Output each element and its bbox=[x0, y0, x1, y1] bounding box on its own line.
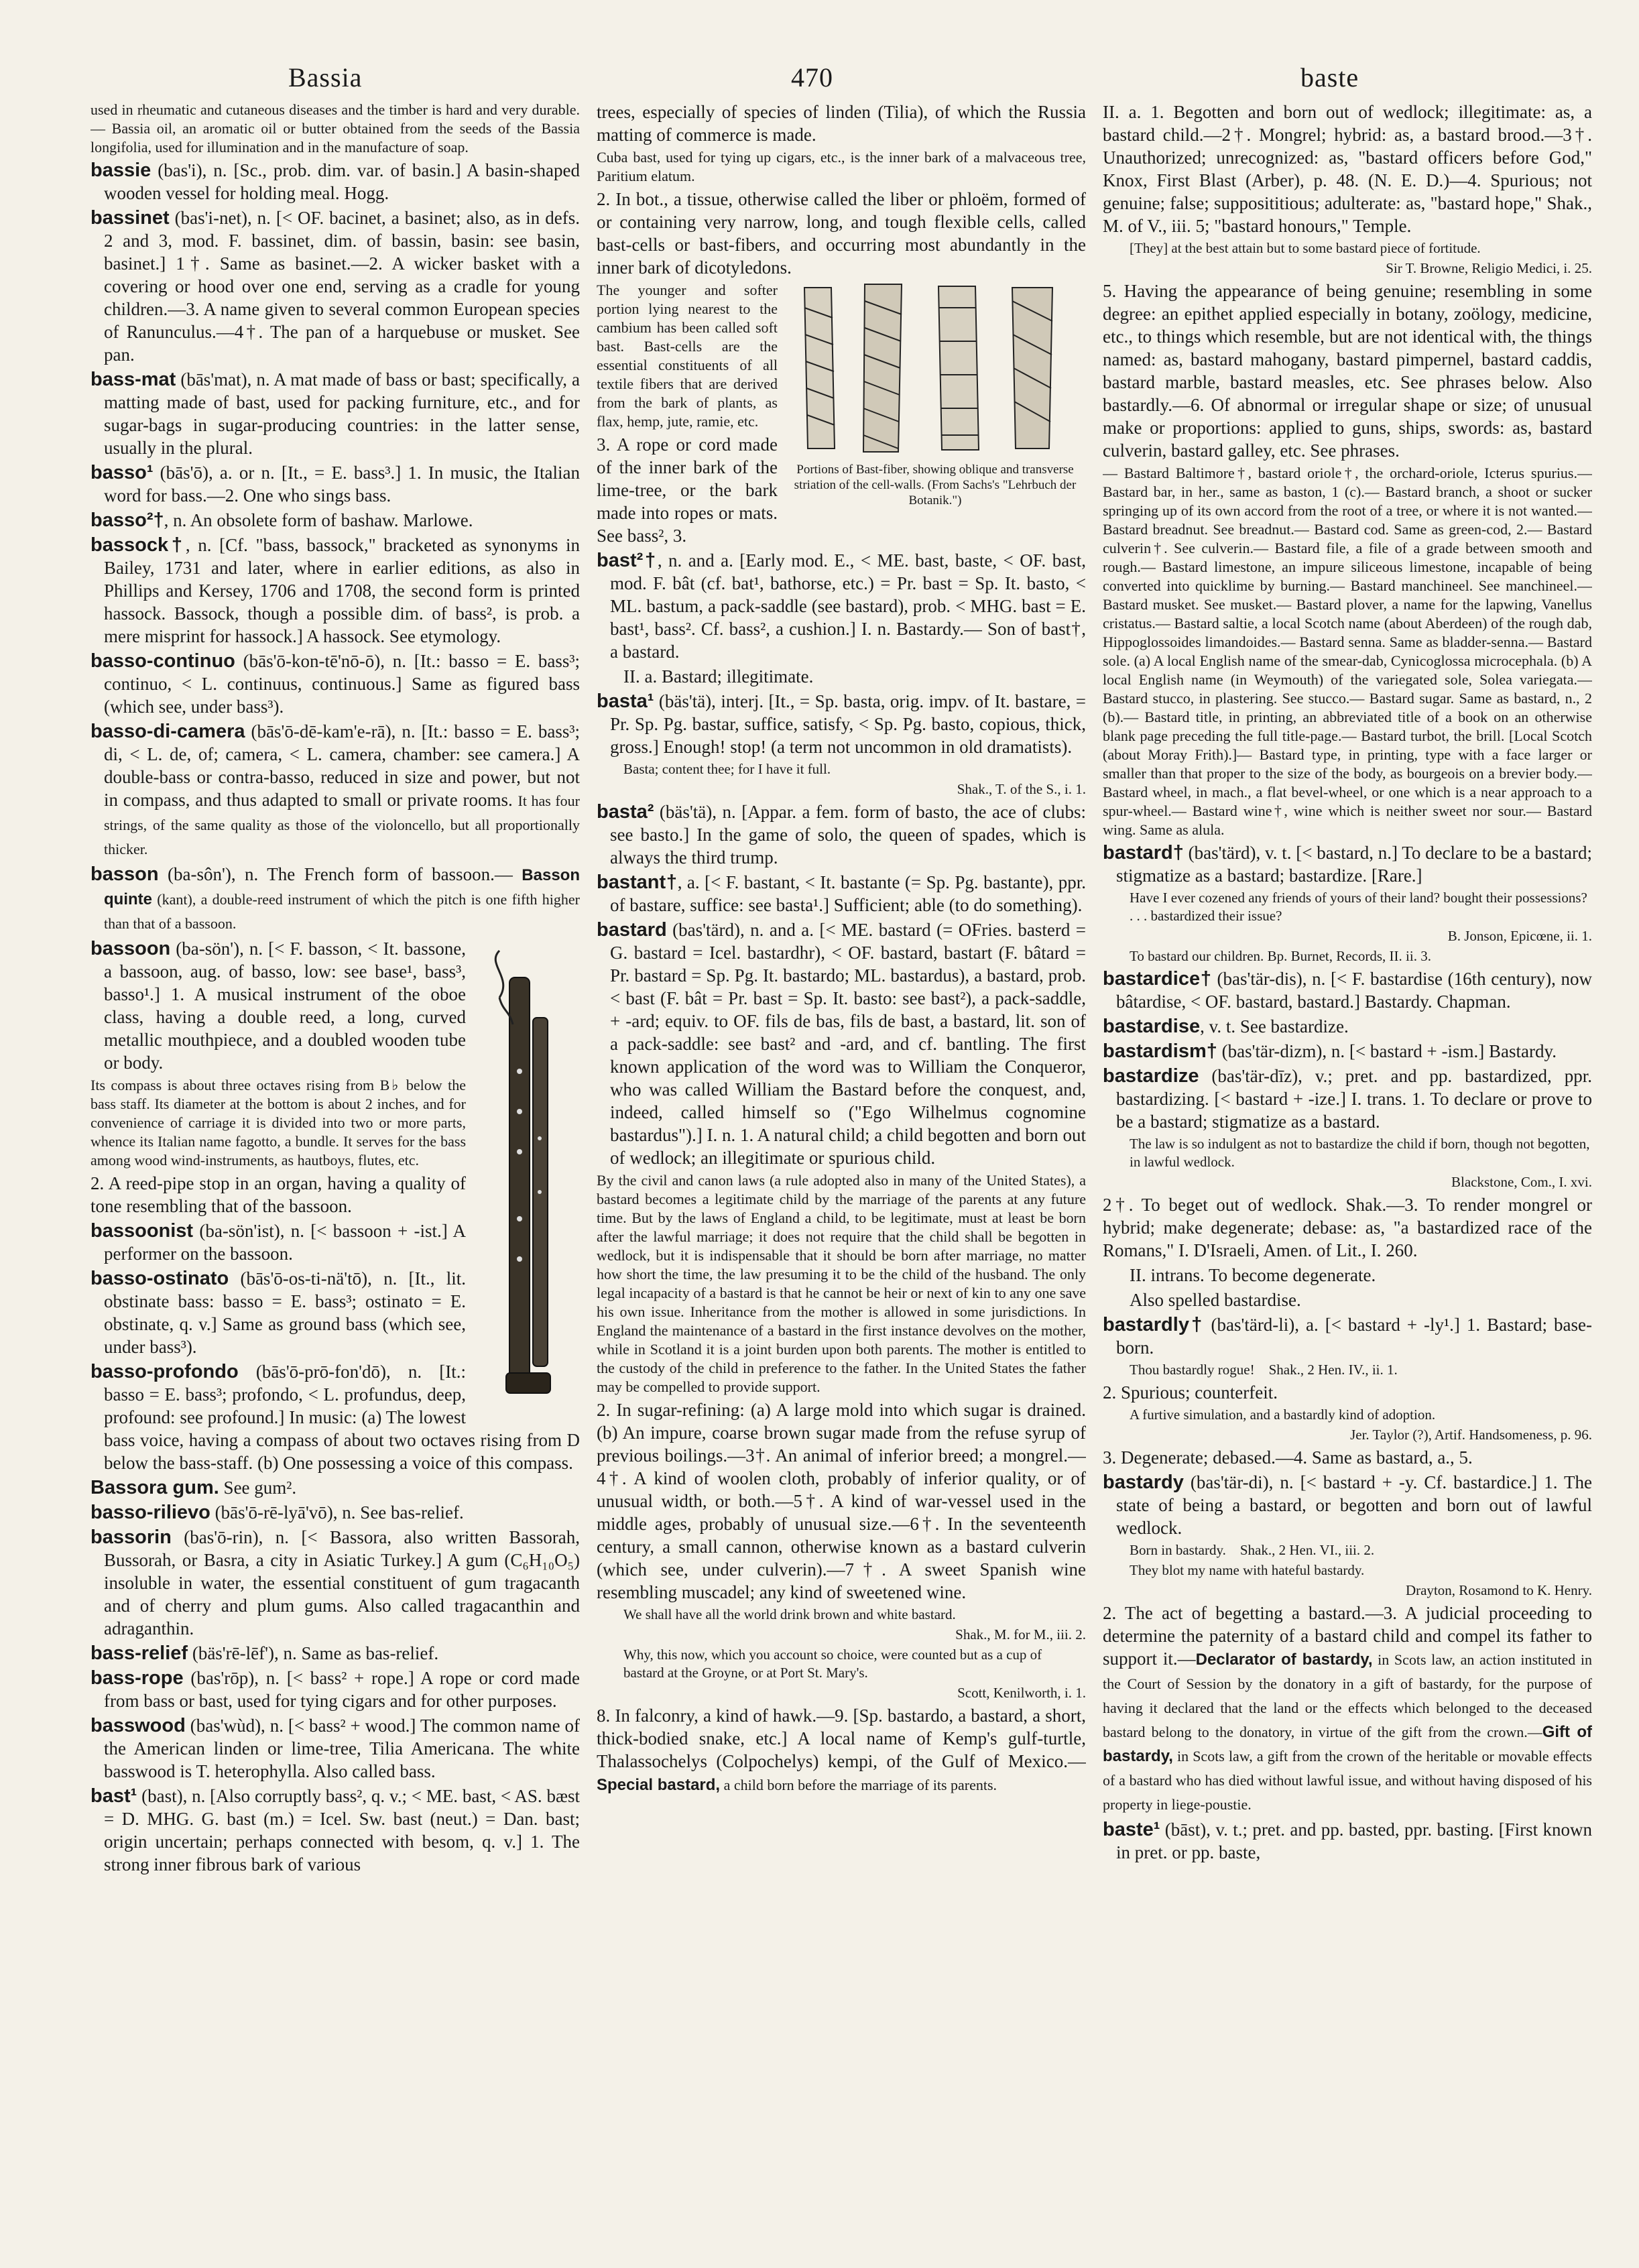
entry-basso1 bbox=[90, 461, 580, 507]
entry-basson bbox=[90, 863, 580, 935]
entry-bass-rope bbox=[90, 1667, 580, 1712]
definition-sense bbox=[1103, 1602, 1592, 1816]
entry-bastardly bbox=[1103, 1313, 1592, 1359]
entry-bass-relief bbox=[90, 1642, 580, 1665]
quotation-text: To bastard our children. bbox=[1130, 948, 1264, 964]
headword: Bassora gum. bbox=[90, 1477, 219, 1498]
definition-sense: trees, especially of species of linden (Tilia), of which the Russia matting of commerce is made. bbox=[597, 102, 1086, 145]
quotation: We shall have all the world drink brown and white bastard. bbox=[623, 1606, 956, 1622]
bassoon-drawing bbox=[473, 937, 580, 1420]
definition: , v. t. See bastardize. bbox=[1200, 1016, 1349, 1036]
quotation: Basta; content thee; for I have it full. bbox=[623, 761, 831, 777]
quotation-source: Bp. Burnet, Records, II. ii. 3. bbox=[1267, 948, 1431, 964]
definition: (ba-sôn'), n. The French form of bassoon.— bbox=[158, 864, 513, 884]
phrases-list: — Bastard Baltimore†, bastard oriole†, the orchard-oriole, Icterus spurius.— Bastard bar, in her., same as baston, 1 (c).— Bastard branch, a shoot or sucker springing up of its own accord from the root of a tree, or where it is not wanted.— Bastard breadnut. See breadnut.— Bastard cod. Same as green-cod, 2.— Bastard culverin†. See culverin.— Bastard file, a file of a grade between smooth and rough.— Bastard limestone, an impure siliceous limestone, incapable of being converted into quicklime by burning.— Bastard manchineel. See manchineel.— Bastard musket. See musket.— Bastard plover, a name for the lapwing, Vanellus cristatus.— Bastard saltie, a local Scotch name (about Aberdeen) of the rough dab, Hippoglossoides limandoides.— Bastard senna. Same as bladder-senna.— Bastard sole. (a) A local English name of the smear-dab, Cynicoglossa microcephala. (b) A local English name (in Weymouth) of the variegated sole, Solea variegata.— Bastard stucco, in plastering. See stucco.— Bastard sugar. Same as bastard, n., 2 (b).— Bastard title, in printing, an abbreviated title of a book on an otherwise blank page preceding the full title-page.— Bastard turbot, the brill. [Local Scotch (about Moray Frith).]— Bastard type, in printing, type with a face larger or smaller than that proper to the size of the body, as bourgeois on a brevier body.— Bastard wheel, in mach., a flat bevel-wheel, or one which is a near approach to a spur-wheel.— Bastard wine†, wine which is neither sweet nor sour.— Bastard wing. Same as alula. bbox=[1103, 465, 1592, 838]
headword: bassoonist bbox=[90, 1220, 194, 1242]
quotation-source: Shak., T. of the S., i. 1. bbox=[957, 781, 1086, 797]
subentry-headword: Declarator of bastardy, bbox=[1195, 1651, 1373, 1669]
headword: basswood bbox=[90, 1715, 186, 1736]
entry-bastardize bbox=[1103, 1065, 1592, 1133]
entry-baste1 bbox=[1103, 1818, 1592, 1864]
quotation bbox=[1103, 1541, 1592, 1559]
headword: bastardice† bbox=[1103, 968, 1212, 990]
entry-bastardism bbox=[1103, 1040, 1592, 1063]
definition-sense: 2. In sugar-refining: (a) A large mold into which sugar is drained. (b) An impure, coarse brown sugar made from the refuse syrup of previous boilings.—3†. An animal of inferior breed; a mongrel.—4†. A kind of woolen cloth, probably of inferior quality, or of unusual width, or both.—5†. A kind of war-vessel used in the middle ages, probably of unusual size.—6†. In the seventeenth century, a small cannon, otherwise known as a bastard culverin (which see, under culverin).—7†. A sweet Spanish wine resembling muscadel; any kind of sweetened wine. bbox=[597, 1400, 1086, 1602]
page-number: 470 bbox=[791, 62, 833, 93]
quotation: [They] at the best attain but to some bastard piece of fortitude. bbox=[1130, 240, 1481, 256]
definition: (bas'wùd), n. [< bass² + wood.] The common name of the American linden or lime-tree, Tilia Americana. The white basswood is T. heterophylla. Also called bass. bbox=[104, 1716, 580, 1781]
definition: , n. [Cf. "bass, bassock," bracketed as synonyms in Bailey, 1731 and later, where in earlier editions, as also in Phillips and Kersey, 1706 and 1708, the second form is printed hassock. Bassock, though a possible dim. of bass², is prob. a mere misprint for hassock.] A hassock. See etymology. bbox=[104, 535, 580, 646]
figure-caption: Portions of Bast-fiber, showing oblique and transverse striation of the cell-walls. (From Sachs's "Lehrbuch der Botanik.") bbox=[794, 463, 1077, 508]
definition: (bāst), v. t.; pret. and pp. basted, ppr. basting. [First known in pret. or pp. baste, bbox=[1116, 1819, 1592, 1862]
quotation: They blot my name with hateful bastardy. bbox=[1130, 1562, 1365, 1578]
definition: (bas'tärd), v. t. [< bastard, n.] To declare to be a bastard; stigmatize as a bastard; bastardize. [Rare.] bbox=[1116, 843, 1592, 886]
subentry-definition: in Scots law, an action instituted in the Court of Session by the donatory in a gift of bastardy, for the purpose of having it declared that the land or the effects which belonged to the deceased bastard belong to the donatory, in virtue of the gift from the crown.— bbox=[1103, 1651, 1592, 1740]
definition: (bās'ō-rē-lyā'vō), n. See bas-relief. bbox=[210, 1502, 464, 1523]
entry-bast2 bbox=[597, 549, 1086, 663]
definition-sense: 2. A reed-pipe stop in an organ, having a quality of tone resembling that of the bassoon. bbox=[90, 1173, 466, 1216]
definition: (bäs'tä), n. [Appar. a fem. form of basto, the ace of clubs: see basto.] In the game of solo, the queen of spades, which is always the third trump. bbox=[610, 802, 1086, 868]
definition: (bas'i-net), n. [< OF. bacinet, a basinet; also, as in defs. 2 and 3, mod. F. bassinet, dim. of bassin, basin: see basin, basinet.] 1†. Same as basinet.—2. A wicker basket with a covering or hood over one end, serving as a cradle for young children.—3. A name given to several common European species of Ranunculus.—4†. The pan of a harquebuse or musket. See pan. bbox=[104, 208, 580, 365]
definition: 8. In falconry, a kind of hawk.—9. [Sp. bastardo, a bastard, a short, thick-bodied snake, etc.] A local name of Kemp's gulf-turtle, Thalassochelys (Colpochelys) kempi, of the Gulf of Mexico.— bbox=[597, 1706, 1086, 1771]
headword: basso¹ bbox=[90, 462, 154, 483]
headword: bass-relief bbox=[90, 1643, 188, 1664]
headword: bast²† bbox=[597, 550, 658, 571]
quotation-source: Shak., M. for M., iii. 2. bbox=[955, 1626, 1086, 1643]
definition-sense: 3. A rope or cord made of the inner bark of the lime-tree, or the bark made into ropes or mats. See bass², 3. bbox=[597, 434, 778, 546]
column-3 bbox=[1103, 101, 1592, 2246]
definition: (bās'mat), n. A mat made of bass or bast; specifically, a matting made of bast, used for packing furniture, etc., and for sugar-bags in sugar-producing countries: in the latter sense, usually in the plural. bbox=[104, 369, 580, 458]
definition: (bäs'rē-lēf'), n. Same as bas-relief. bbox=[188, 1643, 439, 1663]
quotation-source: Blackstone, Com., I. xvi. bbox=[1451, 1174, 1592, 1190]
definition-sense: 2†. To beget out of wedlock. Shak.—3. To render mongrel or hybrid; make degenerate; debase: as, "a bastardized race of the Romans," I. D'Israeli, Amen. of Lit., I. 260. bbox=[1103, 1195, 1592, 1260]
definition: (ba-sön'), n. [< F. basson, < It. bassone, a bassoon, aug. of basso, low: see base¹, bass³, basso¹.] 1. A musical instrument of the oboe class, having a double reed, a long, curved metallic mouthpiece, and a doubled wooden tube or body. bbox=[104, 939, 466, 1073]
definition-sense: 2. In bot., a tissue, otherwise called the liber or phloëm, formed of or containing very narrow, long, and tough flexible cells, called bast-cells or bast-fibers, and occurring most abundantly in the inner bark of dicotyledons. bbox=[597, 189, 1086, 278]
entry-basso-continuo bbox=[90, 650, 580, 718]
entry-bast1 bbox=[90, 1785, 580, 1876]
quotation-source: Shak., 2 Hen. VI., iii. 2. bbox=[1239, 1542, 1375, 1558]
column-2 bbox=[597, 101, 1086, 2246]
quotation: Why, this now, which you account so choice, were counted but as a cup of bastard at the Groyne, or at Port St. Mary's. bbox=[623, 1647, 1042, 1681]
entry-bassinet bbox=[90, 206, 580, 366]
entry-continuation: used in rheumatic and cutaneous diseases and the timber is hard and very durable.— Bassia oil, an aromatic oil or butter obtained from the seeds of the Bassia longifolia, used for illumination and in the manufacture of soap. bbox=[90, 101, 580, 156]
definition-sense: II. a. 1. Begotten and born out of wedlock; illegitimate: as, a bastard child.—2†. Mongrel; hybrid: as, a bastard brood.—3†. Unauthorized; unrecognized: as, "bastard officers before God," Knox, First Blast (Arber), p. 48. (N. E. D.)—4. Spurious; not genuine; false; supposititious; adulterate: as, "bastard hope," Shak., M. of V., iii. 5; "bastard honours," Temple. bbox=[1103, 102, 1592, 236]
quotation: Have I ever cozened any friends of yours of their land? bought their possessions? . . . bastardized their issue? bbox=[1130, 890, 1587, 924]
quotation-source: Sir T. Browne, Religio Medici, i. 25. bbox=[1386, 260, 1592, 276]
headword: basso-continuo bbox=[90, 650, 235, 672]
subentry-definition: (kant), a double-reed instrument of which the pitch is one fifth higher than that of a bassoon. bbox=[104, 891, 580, 932]
quotation-source: Drayton, Rosamond to K. Henry. bbox=[1405, 1582, 1592, 1598]
definition: See gum². bbox=[219, 1478, 297, 1498]
note: It has four strings, of the same quality as those of the violoncello, but all proportionally thicker. bbox=[104, 792, 580, 857]
entry-bastard-verb bbox=[1103, 841, 1592, 887]
entry-basso-rilievo bbox=[90, 1501, 580, 1524]
quotation-source: B. Jonson, Epicœne, ii. 1. bbox=[1447, 928, 1592, 944]
headword: basta² bbox=[597, 801, 654, 823]
definition: (bās'ō-prō-fon'dō), n. [It.: basso = E. bass³; profondo, < L. profundus, deep, profound: see profound.] In music: (a) The lowest bass voice, having a compass of about two octaves rising from D below the bass-staff. (b) One possessing a voice of this compass. bbox=[104, 1362, 580, 1473]
entry-basswood bbox=[90, 1714, 580, 1783]
definition: (bas'i), n. [Sc., prob. dim. var. of basin.] A basin-shaped wooden vessel for holding meal. Hogg. bbox=[104, 160, 580, 203]
entry-bassora-gum bbox=[90, 1476, 580, 1499]
entry-bastant bbox=[597, 871, 1086, 916]
definition-sense: 2. Spurious; counterfeit. bbox=[1103, 1382, 1278, 1402]
entry-bastard bbox=[597, 918, 1086, 1169]
definition: 2. The act of begetting a bastard.—3. A judicial proceeding to determine the paternity of a bastard child and compel its father to support it.— bbox=[1103, 1603, 1592, 1669]
subentry-definition: in Scots law, a gift from the crown of the heritable or movable effects of a bastard who has died without lawful issue, and without having disposed of his property in liege-poustie. bbox=[1103, 1748, 1592, 1813]
quotation-text: Thou bastardly rogue! bbox=[1130, 1362, 1255, 1378]
headword: bastardise bbox=[1103, 1016, 1201, 1037]
quotation-source: Shak., 2 Hen. IV., ii. 1. bbox=[1268, 1362, 1398, 1378]
note: The younger and softer portion lying nearest to the cambium has been called soft bast. Bast-cells are the essential constituents of all textile fibers that are derived from the bark of plants, as flax, hemp, jute, ramie, etc. bbox=[597, 282, 778, 430]
headword: bass-rope bbox=[90, 1667, 184, 1689]
column-1 bbox=[90, 101, 580, 2246]
definition: (bas'tär-dizm), n. [< bastard + -ism.] Bastardy. bbox=[1217, 1041, 1557, 1061]
header-guide-word-left: Bassia bbox=[288, 62, 363, 93]
headword: basso-profondo bbox=[90, 1361, 239, 1382]
entry-bassorin bbox=[90, 1526, 580, 1640]
entry-bassie bbox=[90, 159, 580, 204]
subentry-definition: a child born before the marriage of its parents. bbox=[720, 1777, 997, 1793]
entry-basta1 bbox=[597, 690, 1086, 758]
bassoon-illustration bbox=[473, 937, 580, 1420]
quotation-source: Jer. Taylor (?), Artif. Handsomeness, p. 96. bbox=[1350, 1427, 1592, 1443]
definition: (bās'ō-os-ti-nä'tō), n. [It., lit. obstinate bass: basso = E. bass³; ostinato = E. obstinate, q. v.] Same as ground bass (which see, under bass³). bbox=[104, 1268, 466, 1357]
headword: basso-ostinato bbox=[90, 1268, 229, 1289]
quotation: A furtive simulation, and a bastardly kind of adoption. bbox=[1130, 1407, 1436, 1423]
bast-fiber-drawing bbox=[784, 281, 1086, 462]
quotation bbox=[1103, 1361, 1592, 1379]
definition: (bäs'tä), interj. [It., = Sp. basta, orig. impv. of It. bastare, = Pr. Sp. Pg. bastar, suffice, satisfy, < Sp. Pg. basto, copious, thick, gross.] Enough! stop! (a term not uncommon in old dramatists). bbox=[610, 691, 1086, 757]
definition-sense: II. a. Bastard; illegitimate. bbox=[623, 666, 814, 687]
subentry-headword: Special bastard, bbox=[597, 1776, 721, 1794]
definition: , n. and a. [Early mod. E., < ME. bast, baste, < OF. bast, mod. F. bât (cf. bat¹, bathorse, etc.) = Pr. bast = Sp. It. basto, < ML. bastum, a pack-saddle (see bastard), prob. < MHG. bast = E. bast¹, bass². Cf. bass², a cushion.] I. n. Bastardy.— Son of bast†, a bastard. bbox=[610, 550, 1086, 662]
definition-sense: II. intrans. To become degenerate. bbox=[1130, 1265, 1376, 1285]
entry-bassock bbox=[90, 534, 580, 648]
headword: bastardly† bbox=[1103, 1314, 1205, 1335]
definition-sense bbox=[597, 1704, 1086, 1797]
definition: (bas'ō-rin), n. [< Bassora, also written Bassorah, Bussorah, or Basra, a city in Asiatic Turkey.] A gum (C₆H₁₀O₅) insoluble in water, the essential constituent of gum tragacanth and of cherry and plum gums. Also called tragacanthin and adraganthin. bbox=[104, 1527, 580, 1638]
definition: (ba-sön'ist), n. [< bassoon + -ist.] A performer on the bassoon. bbox=[104, 1221, 466, 1264]
definition: , n. An obsolete form of bashaw. Marlowe. bbox=[164, 510, 473, 530]
headword: bassie bbox=[90, 160, 151, 181]
note: Cuba bast, used for tying up cigars, etc., is the inner bark of a malvaceous tree, Paritium elatum. bbox=[597, 149, 1086, 184]
entry-bastardy bbox=[1103, 1471, 1592, 1539]
headword: basson bbox=[90, 863, 159, 885]
headword: bass-mat bbox=[90, 369, 176, 390]
headword: bast¹ bbox=[90, 1785, 137, 1807]
definition: (bas'tär-dis), n. [< F. bastardise (16th century), now bâtardise, < OF. bastard, bastard.] Bastardy. Chapman. bbox=[1116, 969, 1592, 1012]
headword: bassorin bbox=[90, 1527, 172, 1548]
definition: (bas'rōp), n. [< bass² + rope.] A rope or cord made from bass or bast, used for tying cigars and for other purposes. bbox=[104, 1668, 580, 1711]
headword: basso-rilievo bbox=[90, 1502, 210, 1523]
definition: (bas'tär-di), n. [< bastard + -y. Cf. bastardice.] 1. The state of being a bastard, or begotten and born out of lawful wedlock. bbox=[1116, 1472, 1592, 1538]
definition-sense: 5. Having the appearance of being genuine; resembling in some degree: an epithet applied especially in botany, zoölogy, medicine, etc., to things which resemble, but are not identical with, the things named: as, bastard mahogany, bastard pimpernel, bastard caddis, bastard marble, bastard measles, etc. See phrases below. Also bastardly.—6. Of abnormal or irregular shape or size; of unusual make or proportions: applied to guns, ships, swords: as, bastard culverin, bastard galley, etc. See phrases. bbox=[1103, 281, 1592, 461]
headword: basso²† bbox=[90, 510, 164, 531]
entry-basso2 bbox=[90, 509, 580, 532]
definition: , a. [< F. bastant, < It. bastante (= Sp. Pg. bastante), ppr. of bastare, suffice: see basta¹.] Sufficient; able (to do something). bbox=[610, 872, 1086, 915]
headword: bastardism† bbox=[1103, 1040, 1217, 1062]
bast-fiber-illustration bbox=[784, 281, 1086, 508]
entry-basso-di-camera bbox=[90, 720, 580, 861]
definition: (bās'ō), a. or n. [It., = E. bass³.] 1. In music, the Italian word for bass.—2. One who sings bass. bbox=[104, 463, 580, 505]
entry-bastardise bbox=[1103, 1015, 1592, 1038]
quotation bbox=[1103, 947, 1592, 965]
entry-bastardice bbox=[1103, 967, 1592, 1013]
entry-bass-mat bbox=[90, 368, 580, 459]
definition: (bas'tärd), n. and a. [< ME. bastard (= OFries. basterd = G. bastard = Icel. bastardhr), < OF. bastard, bastart (F. bâtard = Pr. bastard = Sp. Pg. It. bastardo; ML. bastardus), a bastard, prob. < bast (F. bât = Pr. bast = Sp. It. basto: see bast²), a pack-saddle, + -ard; equiv. to OF. fils de bas, fils de bast, a bastard, lit. son of a pack-saddle: see bast² and -ard, and cf. bantling. The first known application of the word was to William the Conqueror, who was called William the Bastard before the conquest, and, indeed, called himself so ("Ego Wilhelmus cognomine bastardus").] I. n. 1. A natural child; a child begotten and born out of wedlock; an illegitimate or spurious child. bbox=[610, 920, 1086, 1168]
headword: basta¹ bbox=[597, 691, 654, 712]
note: By the civil and canon laws (a rule adopted also in many of the United States), a bastard becomes a legitimate child by the marriage of the parents at any future time. But by the laws of England a child, to be legitimate, must at least be born after the lawful marriage; it does not require that the child shall be begotten in wedlock, but it is indispensable that it should be born after marriage, no matter how short the time, the law presuming it to be the child of the husband. The only legal incapacity of a bastard is that he cannot be heir or next of kin to any one save his own issue. Inheritance from the mother is allowed in some jurisdictions. In England the maintenance of a bastard in the first instance devolves on the mother, while in Scotland it is a joint burden upon both parents. The mother is entitled to the custody of the child in preference to the father. In the United States the father may be compelled to provide support. bbox=[597, 1172, 1086, 1395]
headword: bastardy bbox=[1103, 1472, 1184, 1493]
headword: baste¹ bbox=[1103, 1819, 1160, 1840]
definition: (bas'tärd-li), a. [< bastard + -ly¹.] 1. Bastard; base-born. bbox=[1116, 1315, 1592, 1358]
entry-basta2 bbox=[597, 800, 1086, 869]
definition-sense: 3. Degenerate; debased.—4. Same as bastard, a., 5. bbox=[1103, 1447, 1473, 1468]
definition: (bas'tär-dīz), v.; pret. and pp. bastardized, ppr. bastardizing. [< bastard + -ize.] I. trans. 1. To declare or prove to be a bastard; stigmatize as a bastard. bbox=[1116, 1066, 1592, 1132]
headword: bastard† bbox=[1103, 842, 1184, 863]
definition-note: Also spelled bastardise. bbox=[1130, 1290, 1301, 1310]
headword: bastard bbox=[597, 919, 667, 941]
quotation-text: Born in bastardy. bbox=[1130, 1542, 1226, 1558]
definition: (bās'ō-kon-tē'nō-ō), n. [It.: basso = E. bass³; continuo, < L. continuus, continuous.] Same as figured bass (which see, under bass³). bbox=[104, 651, 580, 717]
quotation: The law is so indulgent as not to bastardize the child if born, though not begotten, in lawful wedlock. bbox=[1130, 1136, 1590, 1170]
subentry-headword: Basson quinte bbox=[104, 866, 580, 908]
definition: (bās'ō-dē-kam'e-rā), n. [It.: basso = E. bass³; di, < L. de, of; camera, < L. camera, chamber: see camera.] A double-bass or contra-basso, reduced in size and power, but not in compass, and thus adapted to small or private rooms. bbox=[104, 721, 580, 810]
subentry-headword: Gift of bastardy, bbox=[1103, 1723, 1592, 1765]
header-guide-word-right: baste bbox=[1300, 62, 1359, 93]
headword: bastant† bbox=[597, 872, 678, 893]
headword: bassoon bbox=[90, 938, 171, 959]
headword: bassock† bbox=[90, 534, 186, 556]
headword: bassinet bbox=[90, 207, 170, 229]
headword: basso-di-camera bbox=[90, 721, 245, 742]
definition: (bast), n. [Also corruptly bass², q. v.; < ME. bast, < AS. bæst = D. MHG. G. bast (m.) = Icel. Sw. bast (neut.) = Dan. bast; origin uncertain; perhaps connected with besom, q. v.] 1. The strong inner fibrous bark of various bbox=[104, 1786, 580, 1874]
quotation-source: Scott, Kenilworth, i. 1. bbox=[957, 1685, 1086, 1701]
headword: bastardize bbox=[1103, 1065, 1199, 1087]
note: Its compass is about three octaves rising from B♭ below the bass staff. Its diameter at the bottom is about 2 inches, and for convenience of carriage it is divided into two or more parts, whence its Italian name fagotto, a bundle. It serves for the bass among wood wind-instruments, as hautboys, flutes, etc. bbox=[90, 1077, 466, 1169]
